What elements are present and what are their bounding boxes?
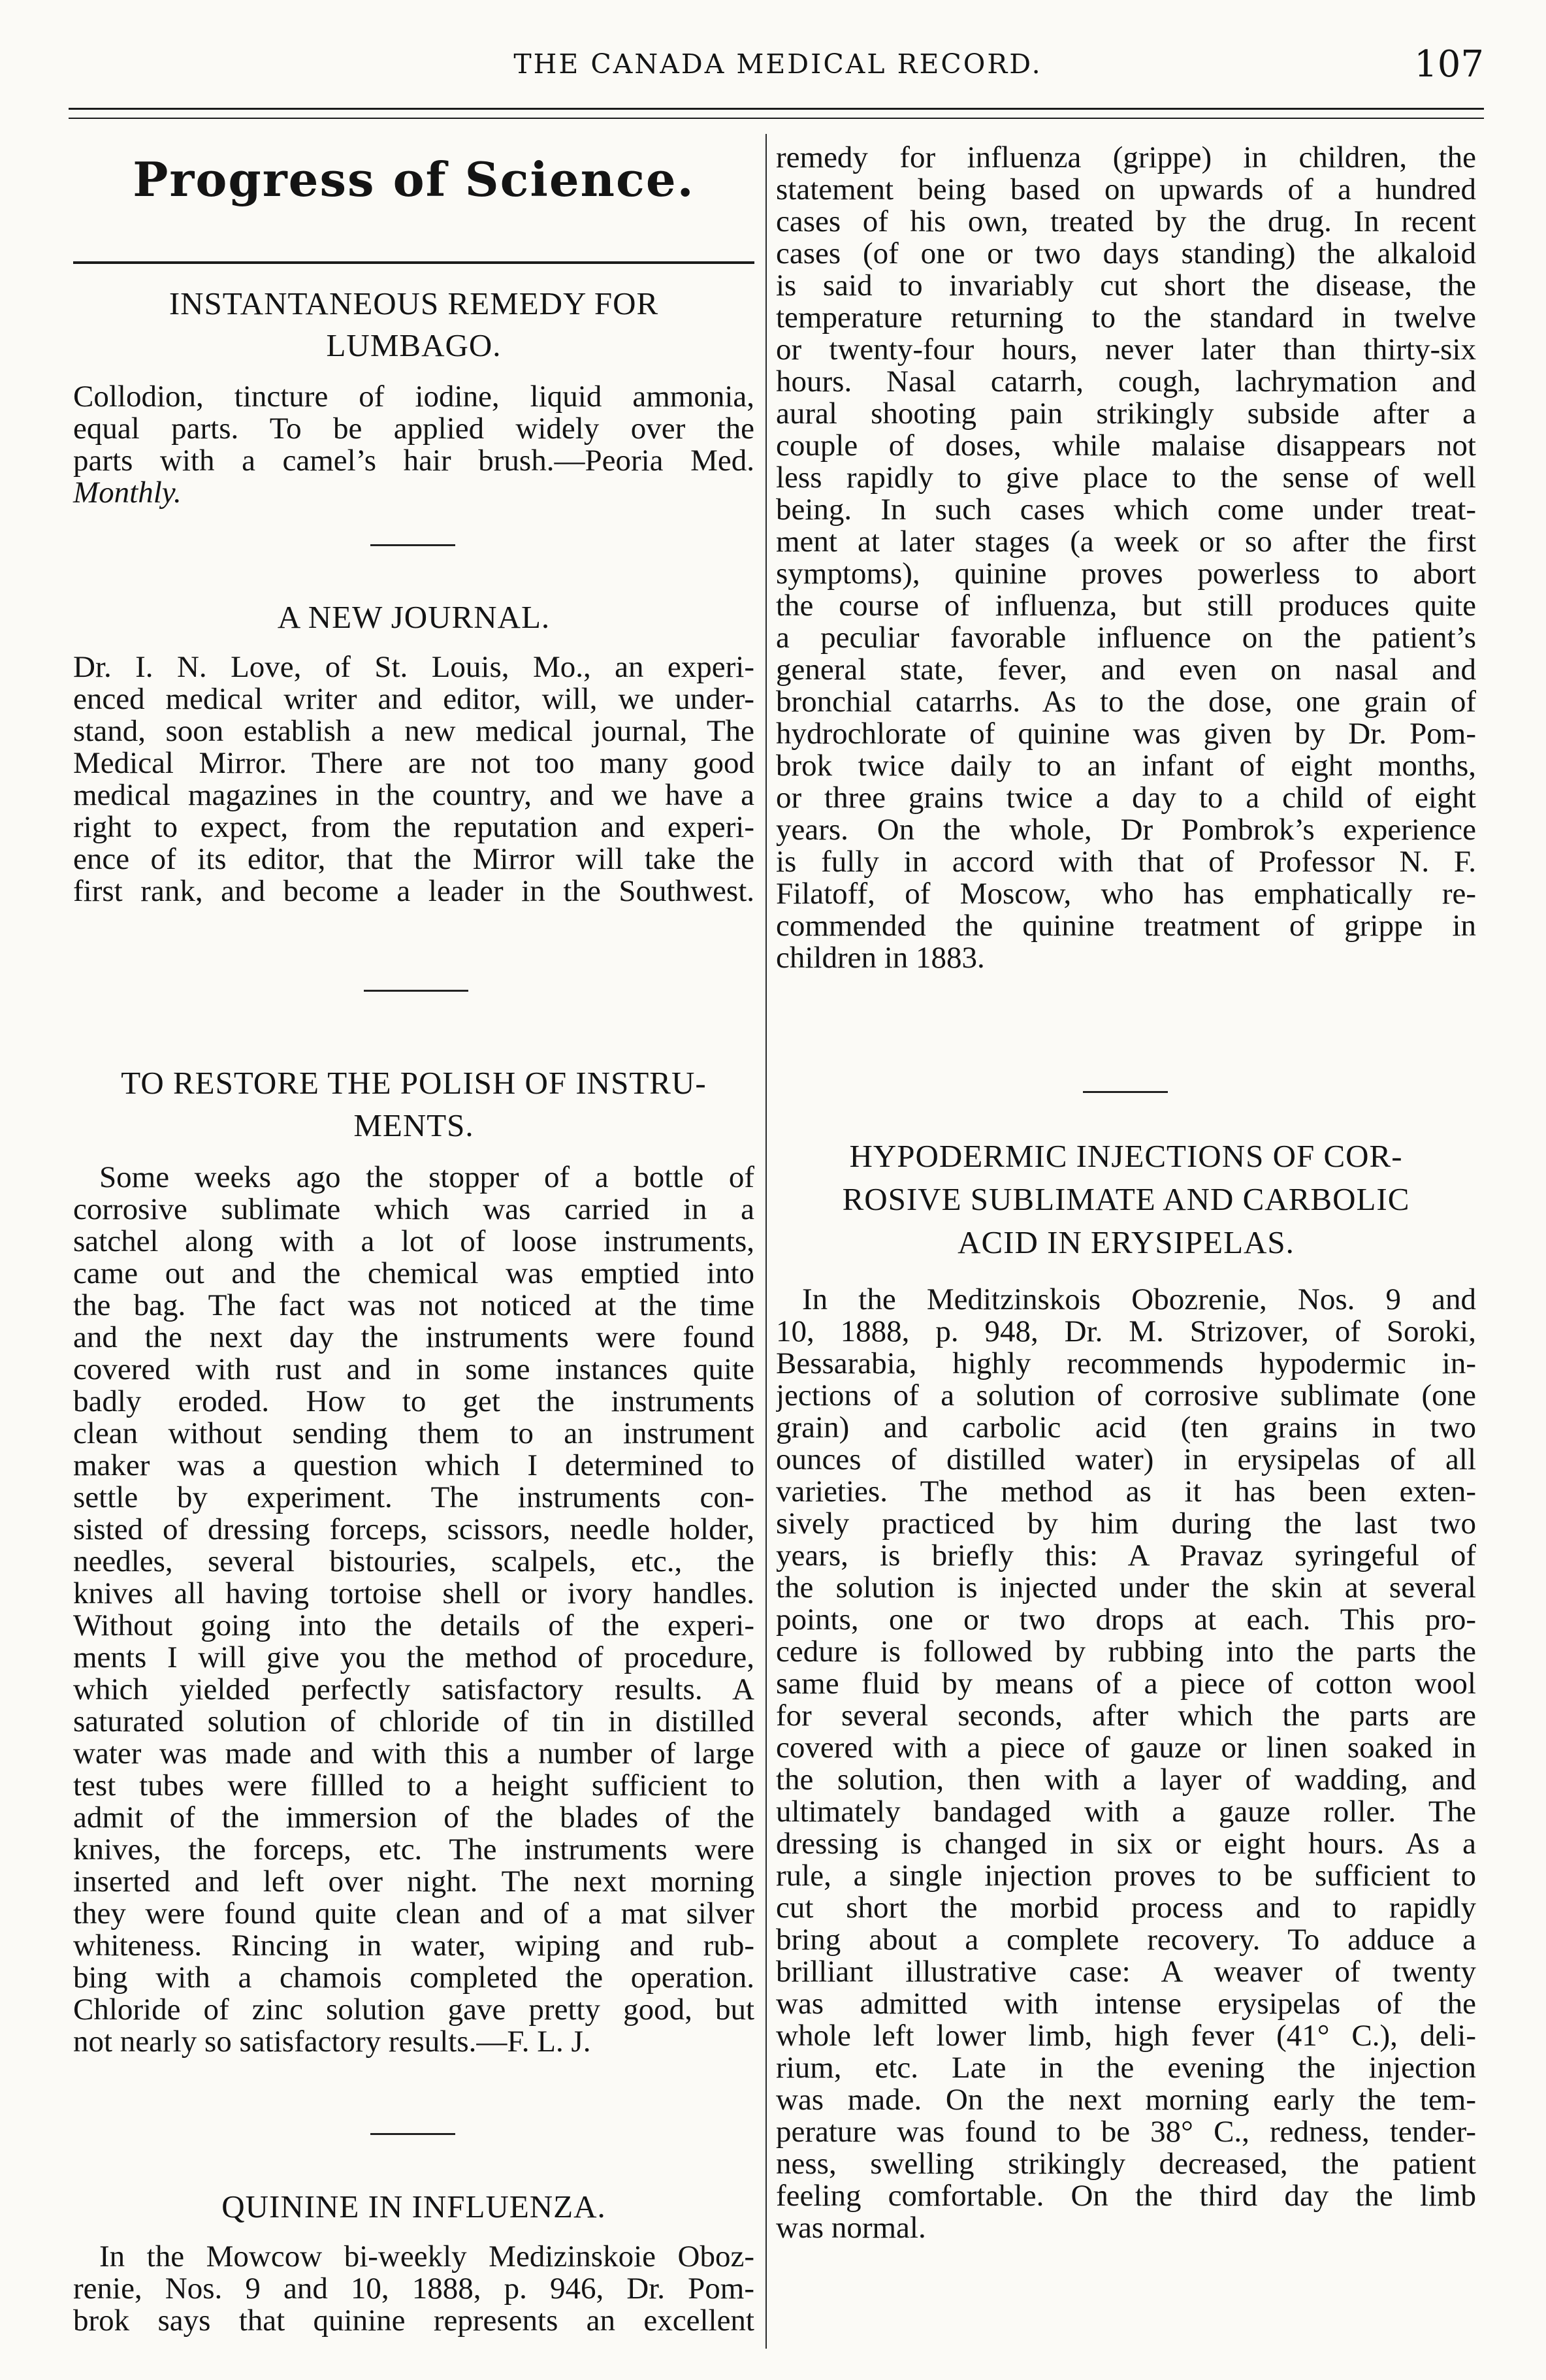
text-line: came out and the chemical was emptied into: [73, 1258, 754, 1290]
text-line: ounces of distilled water) in erysipelas of all: [776, 1444, 1476, 1476]
text-line: ultimately bandaged with a gauze roller. The: [776, 1796, 1476, 1828]
text-line: Filatoff, of Moscow, who has emphatically re-: [776, 878, 1476, 910]
text-line: Monthly.: [73, 476, 182, 510]
text-line: ence of its editor, that the Mirror will take the: [73, 843, 754, 875]
text-line: knives all having tortoise shell or ivory handles.: [73, 1578, 754, 1610]
text-line: parts with a camel’s hair brush.—Peoria Med.: [73, 445, 754, 477]
text-line: cedure is followed by rubbing into the parts the: [776, 1636, 1476, 1668]
text-line: Collodion, tincture of iodine, liquid ammonia,: [73, 381, 754, 413]
text-line: points, one or two drops at each. This pro-: [776, 1604, 1476, 1636]
text-line: temperature returning to the standard in twelve: [776, 302, 1476, 334]
text-line: renie, Nos. 9 and 10, 1888, p. 946, Dr. Pom-: [73, 2273, 754, 2305]
text-line: varieties. The method as it has been exten-: [776, 1476, 1476, 1508]
text-line: remedy for influenza (grippe) in children, the: [776, 142, 1476, 174]
text-line: statement being based on upwards of a hundred: [776, 174, 1476, 206]
text-line: needles, several bistouries, scalpels, etc., the: [73, 1546, 754, 1578]
text-line: inserted and left over night. The next morning: [73, 1866, 754, 1898]
article-title-erysipelas-1: HYPODERMIC INJECTIONS OF COR-: [849, 1138, 1403, 1174]
text-line: is fully in accord with that of Professor N. F.: [776, 846, 1476, 878]
text-line: the bag. The fact was not noticed at the time: [73, 1290, 754, 1322]
article-title-quinine: QUININE IN INFLUENZA.: [221, 2189, 606, 2225]
text-line: is said to invariably cut short the disease, the: [776, 270, 1476, 302]
text-line: children in 1883.: [776, 941, 985, 975]
article-title-lumbago-1: INSTANTANEOUS REMEDY FOR: [169, 285, 659, 321]
text-line: feeling comfortable. On the third day the limb: [776, 2180, 1476, 2212]
text-line: the solution, then with a layer of wadding, and: [776, 1764, 1476, 1796]
text-line: a peculiar favorable influence on the patient’s: [776, 622, 1476, 654]
text-line: Bessarabia, highly recommends hypodermic in-: [776, 1348, 1476, 1380]
text-line: brilliant illustrative case: A weaver of twenty: [776, 1956, 1476, 1988]
text-line: 10, 1888, p. 948, Dr. M. Strizover, of Soroki,: [776, 1316, 1476, 1348]
text-line: ness, swelling strikingly decreased, the patient: [776, 2148, 1476, 2180]
text-line: general state, fever, and even on nasal and: [776, 654, 1476, 686]
separator-rule: [1083, 1091, 1168, 1093]
text-line: not nearly so satisfactory results.—F. L. J.: [73, 2025, 591, 2059]
text-line: Some weeks ago the stopper of a bottle of: [99, 1162, 754, 1194]
text-line: Medical Mirror. There are not too many good: [73, 747, 754, 779]
text-line: water was made and with this a number of large: [73, 1738, 754, 1770]
text-line: cut short the morbid process and to rapidly: [776, 1892, 1476, 1924]
separator-rule: [370, 2133, 455, 2135]
text-line: equal parts. To be applied widely over the: [73, 413, 754, 445]
header-rule: [69, 108, 1484, 110]
article-title-erysipelas-3: ACID IN ERYSIPELAS.: [958, 1224, 1295, 1260]
text-line: the course of influenza, but still produces quite: [776, 590, 1476, 622]
text-line: jections of a solution of corrosive sublimate (one: [776, 1380, 1476, 1412]
page-number: 107: [1414, 43, 1484, 86]
text-line: Without going into the details of the experi-: [73, 1610, 754, 1642]
text-line: cases (of one or two days standing) the alkaloid: [776, 238, 1476, 270]
text-line: sively practiced by him during the last two: [776, 1508, 1476, 1540]
text-line: brok twice daily to an infant of eight months,: [776, 750, 1476, 782]
text-line: or three grains twice a day to a child of eight: [776, 782, 1476, 814]
text-line: brok says that quinine represents an excellent: [73, 2305, 754, 2337]
journal-title: THE CANADA MEDICAL RECORD.: [513, 48, 1042, 80]
article-title-erysipelas-2: ROSIVE SUBLIMATE AND CARBOLIC: [842, 1181, 1410, 1217]
text-line: symptoms), quinine proves powerless to abort: [776, 558, 1476, 590]
text-line: whole left lower limb, high fever (41° C.), deli-: [776, 2020, 1476, 2052]
text-line: medical magazines in the country, and we have a: [73, 779, 754, 811]
article-title-new-journal: A NEW JOURNAL.: [277, 599, 551, 635]
text-line: clean without sending them to an instrument: [73, 1418, 754, 1450]
text-line: being. In such cases which come under treat-: [776, 494, 1476, 526]
header-rule-thin: [69, 118, 1484, 119]
text-line: aural shooting pain strikingly subside after a: [776, 398, 1476, 430]
text-line: corrosive sublimate which was carried in a: [73, 1194, 754, 1226]
text-line: same fluid by means of a piece of cotton wool: [776, 1668, 1476, 1700]
text-line: was admitted with intense erysipelas of the: [776, 1988, 1476, 2020]
text-line: less rapidly to give place to the sense of well: [776, 462, 1476, 494]
article-title-lumbago-2: LUMBAGO.: [326, 327, 502, 363]
text-line: sisted of dressing forceps, scissors, needle holder,: [73, 1514, 754, 1546]
text-line: In the Mowcow bi-weekly Medizinskoie Oboz-: [99, 2241, 754, 2273]
text-line: hydrochlorate of quinine was given by Dr. Pom-: [776, 718, 1476, 750]
text-line: rium, etc. Late in the evening the injection: [776, 2052, 1476, 2084]
text-line: covered with a piece of gauze or linen soaked in: [776, 1732, 1476, 1764]
text-line: grain) and carbolic acid (ten grains in two: [776, 1412, 1476, 1444]
separator-rule: [370, 544, 455, 546]
text-line: knives, the forceps, etc. The instruments were: [73, 1834, 754, 1866]
running-head: [72, 41, 1484, 99]
text-line: the solution is injected under the skin at several: [776, 1572, 1476, 1604]
text-line: which yielded perfectly satisfactory results. A: [73, 1674, 754, 1706]
text-line: satchel along with a lot of loose instruments,: [73, 1226, 754, 1258]
text-line: bing with a chamois completed the operation.: [73, 1962, 754, 1994]
text-line: settle by experiment. The instruments con-: [73, 1482, 754, 1514]
text-line: perature was found to be 38° C., redness, tender-: [776, 2116, 1476, 2148]
text-line: Chloride of zinc solution gave pretty good, but: [73, 1994, 754, 2026]
text-line: cases of his own, treated by the drug. In recent: [776, 206, 1476, 238]
text-line: In the Meditzinskois Obozrenie, Nos. 9 and: [802, 1284, 1476, 1316]
text-line: first rank, and become a leader in the Southwest.: [73, 875, 754, 907]
article-title-polish-2: MENTS.: [353, 1107, 474, 1143]
text-line: couple of doses, while malaise disappears not: [776, 430, 1476, 462]
text-line: right to expect, from the reputation and experi-: [73, 811, 754, 843]
text-line: badly eroded. How to get the instruments: [73, 1386, 754, 1418]
text-line: hours. Nasal catarrh, cough, lachrymation and: [776, 366, 1476, 398]
column-divider: [765, 134, 767, 2349]
text-line: or twenty-four hours, never later than thirty-six: [776, 334, 1476, 366]
text-line: and the next day the instruments were found: [73, 1322, 754, 1354]
text-line: dressing is changed in six or eight hours. As a: [776, 1828, 1476, 1860]
text-line: they were found quite clean and of a mat silver: [73, 1898, 754, 1930]
text-line: whiteness. Rincing in water, wiping and rub-: [73, 1930, 754, 1962]
text-line: bronchial catarrhs. As to the dose, one grain of: [776, 686, 1476, 718]
text-line: test tubes were fillled to a height sufficient to: [73, 1770, 754, 1802]
text-line: commended the quinine treatment of grippe in: [776, 910, 1476, 942]
text-line: stand, soon establish a new medical journal, The: [73, 715, 754, 747]
text-line: years, is briefly this: A Pravaz syringeful of: [776, 1540, 1476, 1572]
text-line: was made. On the next morning early the tem-: [776, 2084, 1476, 2116]
text-line: saturated solution of chloride of tin in distilled: [73, 1706, 754, 1738]
text-line: rule, a single injection proves to be sufficient to: [776, 1860, 1476, 1892]
text-line: was normal.: [776, 2211, 926, 2245]
text-line: Dr. I. N. Love, of St. Louis, Mo., an experi-: [73, 651, 754, 683]
text-line: maker was a question which I determined to: [73, 1450, 754, 1482]
text-line: bring about a complete recovery. To adduce a: [776, 1924, 1476, 1956]
text-line: ments I will give you the method of procedure,: [73, 1642, 754, 1674]
text-line: covered with rust and in some instances quite: [73, 1354, 754, 1386]
text-line: ment at later stages (a week or so after the first: [776, 526, 1476, 558]
article-title-polish-1: TO RESTORE THE POLISH OF INSTRU-: [121, 1065, 707, 1101]
text-line: enced medical writer and editor, will, we under-: [73, 683, 754, 715]
separator-rule: [364, 990, 468, 992]
text-line: years. On the whole, Dr Pombrok’s experience: [776, 814, 1476, 846]
department-heading: Progress of Science.: [133, 152, 695, 207]
text-line: admit of the immersion of the blades of the: [73, 1802, 754, 1834]
department-rule: [73, 261, 754, 264]
text-line: for several seconds, after which the parts are: [776, 1700, 1476, 1732]
